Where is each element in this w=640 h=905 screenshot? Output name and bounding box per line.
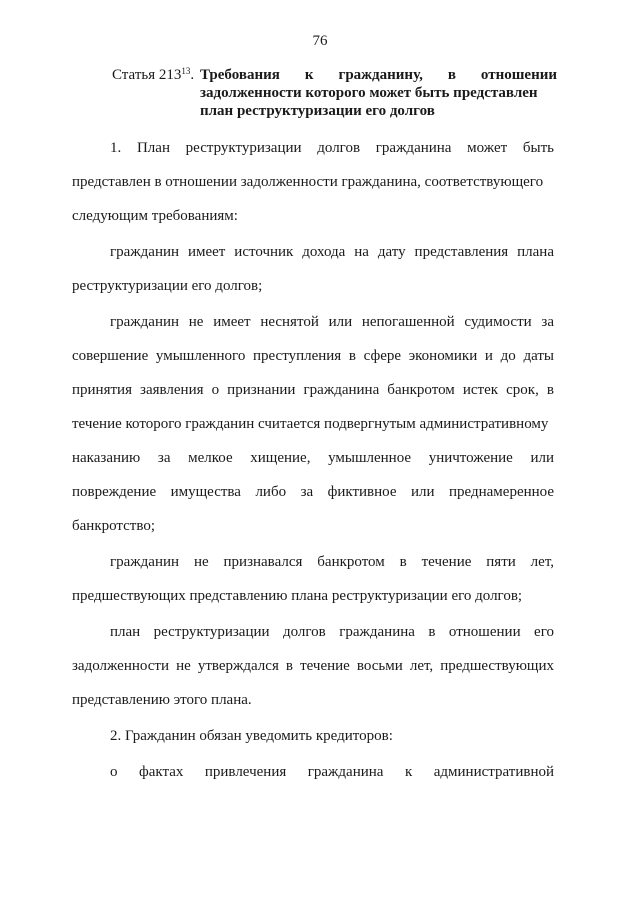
text-line: предшествующих представлению плана реструктуризации его долгов; (72, 588, 523, 604)
text-line: план реструктуризации долгов гражданина в отношении его (110, 624, 554, 640)
text-line: гражданин не имеет неснятой или непогашенной судимости за (110, 314, 554, 330)
text-line: гражданин не признавался банкротом в течение пяти лет, (110, 554, 554, 570)
article-number-superscript: 13 (181, 66, 191, 76)
article-title (200, 66, 557, 120)
text-line: реструктуризации его долгов; (72, 278, 263, 294)
text-line: следующим требованиям: (72, 208, 238, 224)
article-title-line: Требования к гражданину, в отношении (200, 67, 557, 83)
article-title-line: план реструктуризации его долгов (200, 103, 435, 119)
text-line: течение которого гражданин считается подвергнутым административному (72, 416, 549, 432)
page-number: 76 (312, 33, 328, 49)
text-line: представлению этого плана. (72, 692, 252, 708)
article-label: Статья $213^{13}$. (112, 66, 195, 83)
article-number: Статья 213 (112, 67, 182, 83)
text-line: о фактах привлечения гражданина к административной (110, 764, 554, 780)
text-line: наказанию за мелкое хищение, умышленное уничтожение или (72, 450, 554, 466)
text-line: повреждение имущества либо за фиктивное или преднамеренное (72, 484, 554, 500)
text-line: 2. Гражданин обязан уведомить кредиторов: (110, 728, 393, 744)
text-line: гражданин имеет источник дохода на дату представления плана (110, 244, 554, 260)
article-heading (112, 66, 557, 120)
text-line: совершение умышленного преступления в сфере экономики и до даты (72, 348, 554, 364)
text-line: банкротство; (72, 518, 156, 534)
article-title-line: задолженности которого может быть представлен (200, 85, 538, 101)
text-line: задолженности не утверждался в течение восьми лет, предшествующих (72, 658, 554, 674)
text-line: принятия заявления о признании гражданина банкротом истек срок, в (72, 382, 554, 398)
text-line: представлен в отношении задолженности гражданина, соответствующего (72, 174, 544, 190)
text-line: 1. План реструктуризации долгов гражданина может быть (110, 140, 554, 156)
